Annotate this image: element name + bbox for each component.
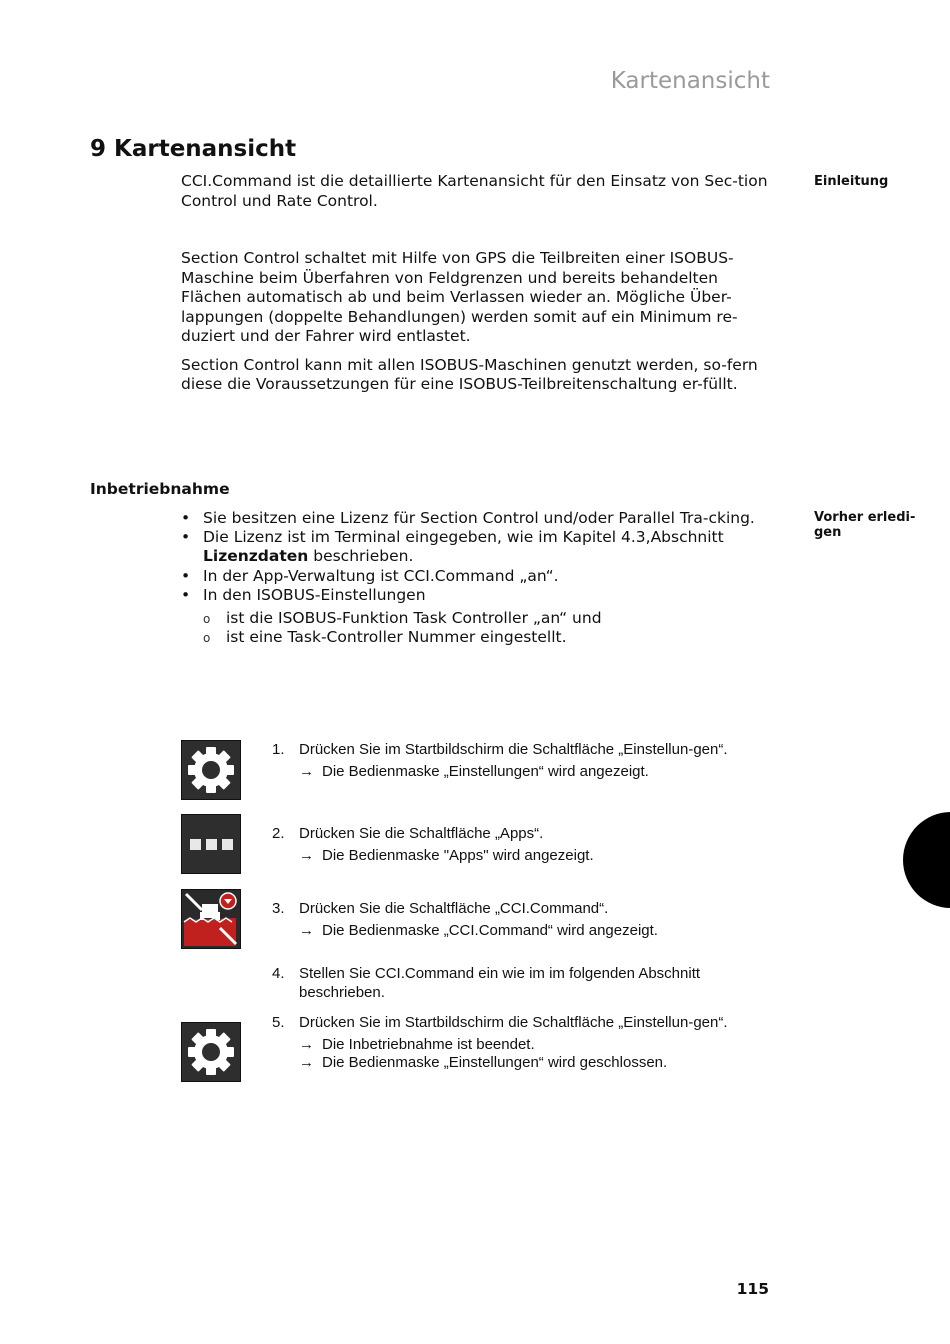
step-text: Drücken Sie die Schaltfläche „CCI.Command“.: [299, 900, 609, 917]
gear-icon: [184, 1025, 238, 1079]
list-item: [181, 567, 771, 586]
step-3: [272, 900, 752, 940]
step-text: Drücken Sie im Startbildschirm die Schaltfläche „Einstellun-gen“.: [299, 741, 728, 758]
arrow-right-icon: →: [299, 1035, 314, 1053]
step-1: [272, 741, 752, 781]
arrow-right-icon: →: [299, 921, 314, 939]
step-result: [299, 763, 752, 782]
step-result-text: Die Bedienmaske "Apps" wird angezeigt.: [322, 846, 594, 864]
arrow-right-icon: →: [299, 1054, 314, 1071]
step-text: Drücken Sie im Startbildschirm die Schaltfläche „Einstellun-gen“.: [299, 1014, 728, 1031]
side-note-intro: Einleitung: [814, 174, 889, 189]
list-item: [181, 509, 771, 528]
chapter-tab-marker: [903, 812, 950, 908]
bullet-icon: •: [181, 585, 191, 604]
arrow-right-icon: →: [299, 762, 314, 780]
settings-button-icon: [181, 740, 241, 800]
step-number: 4.: [272, 965, 285, 982]
sub-list: [181, 609, 771, 647]
section-heading-setup: Inbetriebnahme: [90, 480, 230, 498]
requirement-text: In der App-Verwaltung ist CCI.Command „an“.: [203, 566, 559, 585]
step-result-text: Die Bedienmaske „Einstellungen“ wird angezeigt.: [322, 762, 649, 780]
requirements-list: [181, 509, 771, 647]
intro-paragraph-1: [181, 172, 771, 220]
sub-list-item: [203, 609, 771, 628]
chapter-title: 9 Kartenansicht: [90, 136, 297, 162]
requirement-text: Sie besitzen eine Lizenz für Section Control und/oder Parallel Tra-cking.: [203, 509, 755, 527]
step-result-text: Die Bedienmaske „CCI.Command“ wird angezeigt.: [322, 921, 658, 939]
step-4: [272, 965, 752, 1002]
gear-icon: [184, 743, 238, 797]
step-number: 5.: [272, 1014, 285, 1031]
step-number: 1.: [272, 741, 285, 758]
step-number: 3.: [272, 900, 285, 917]
step-result-text: Die Inbetriebnahme ist beendet.: [322, 1035, 535, 1053]
side-note-prereq-line1: Vorher erledi-: [814, 510, 916, 525]
intro-text-2: Section Control schaltet mit Hilfe von GPS die Teilbreiten einer ISOBUS-Maschine beim Überfahren von Feldgrenzen und bereits behandelten Flächen automatisch ab und beim Verlassen wieder an. Mögliche Über-lappungen (doppelte Behandlungen) werden somit auf ein Minimum re-duziert und der Fahrer wird entlastet.: [181, 249, 738, 345]
step-result: [299, 922, 752, 941]
circle-bullet-icon: o: [203, 612, 211, 627]
step-result-text: Die Bedienmaske „Einstellungen“ wird geschlossen.: [322, 1054, 668, 1071]
step-5: [272, 1014, 752, 1073]
step-text: Drücken Sie die Schaltfläche „Apps“.: [299, 825, 544, 842]
requirement-text: beschrieben.: [313, 547, 414, 566]
apps-icon: [182, 815, 240, 873]
requirement-bold-term: Lizenzdaten: [203, 547, 309, 566]
intro-text-3: Section Control kann mit allen ISOBUS-Maschinen genutzt werden, so-fern diese die Voraussetzungen für eine ISOBUS-Teilbreitenschaltung er-füllt.: [181, 355, 758, 393]
sub-list-item: [203, 628, 771, 647]
list-item: [181, 586, 771, 648]
step-result: [299, 847, 752, 866]
step-number: 2.: [272, 825, 285, 842]
circle-bullet-icon: o: [203, 631, 211, 646]
page-number: 115: [736, 1280, 769, 1298]
intro-paragraphs: [181, 249, 771, 404]
apps-button-icon: [181, 814, 241, 874]
sub-requirement-text: ist eine Task-Controller Nummer eingestellt.: [226, 628, 567, 647]
sub-requirement-text: ist die ISOBUS-Funktion Task Controller „an“ und: [226, 609, 602, 628]
requirement-text: Die Lizenz ist im Terminal eingegeben, wie im Kapitel 4.3,Abschnitt: [203, 528, 724, 547]
arrow-right-icon: →: [299, 846, 314, 864]
step-text: Stellen Sie CCI.Command ein wie im im folgenden Abschnitt beschrieben.: [299, 965, 701, 1001]
list-item: [181, 528, 771, 566]
cci-command-icon: [182, 890, 240, 948]
requirement-text: In den ISOBUS-Einstellungen: [203, 585, 426, 604]
side-note-prereq-line2: gen: [814, 525, 842, 540]
intro-text-1: CCI.Command ist die detaillierte Kartenansicht für den Einsatz von Sec-tion Control und Rate Control.: [181, 172, 768, 210]
bullet-icon: •: [181, 566, 191, 585]
bullet-icon: •: [181, 509, 191, 527]
step-2: [272, 825, 752, 865]
step-result: [299, 1036, 752, 1055]
settings-button-icon: [181, 1022, 241, 1082]
cci-command-button-icon: [181, 889, 241, 949]
step-result: [299, 1054, 752, 1073]
bullet-icon: •: [181, 528, 191, 547]
running-header: Kartenansicht: [610, 68, 770, 94]
side-note-prereq: [814, 510, 924, 540]
